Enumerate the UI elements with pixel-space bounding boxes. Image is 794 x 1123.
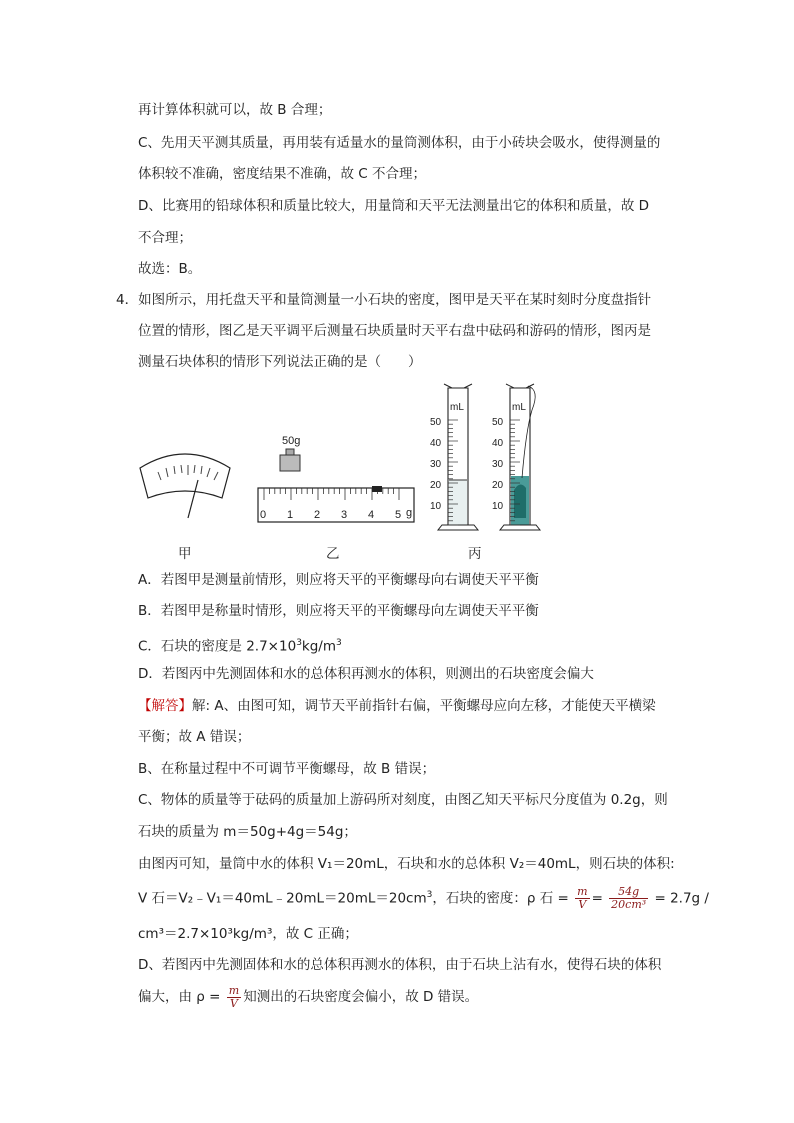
- answer-line: B、在称量过程中不可调节平衡螺母，故 B 错误；: [138, 761, 436, 777]
- answer-text: 知测出的石块密度会偏小，故 D 错误。: [243, 989, 479, 1005]
- answer-line: [138, 984, 478, 1010]
- option-a: A．若图甲是测量前情形，则应将天平的平衡螺母向右调使天平平衡: [138, 572, 539, 588]
- cyl-tick-label: 30: [492, 459, 504, 470]
- answer-line: 石块的质量为 m＝50g+4g＝54g；: [138, 824, 357, 840]
- cyl-unit: mL: [512, 402, 526, 413]
- ruler-tick-label: 2: [314, 509, 321, 521]
- cyl-tick-label: 40: [430, 438, 442, 449]
- answer-line: 由图丙可知，量筒中水的体积 V₁＝20mL，石块和水的总体积 V₂＝40mL，则石块的体积:: [138, 856, 675, 872]
- text-line: 体积较不准确，密度结果不准确，故 C 不合理；: [138, 166, 427, 182]
- text-line: 不合理；: [138, 230, 192, 246]
- option-c-unit: kg/m: [301, 638, 337, 655]
- question-figure: [130, 380, 560, 560]
- fraction-m-over-v: [227, 985, 241, 1010]
- ruler-tick-label: 5: [395, 509, 402, 521]
- balance-dial: [140, 454, 230, 518]
- cyl-tick-label: 50: [430, 417, 442, 428]
- caption-jia: 甲: [178, 546, 192, 562]
- frac-num: m: [228, 983, 240, 997]
- volume-calc: V 石＝V₂﹣V₁＝40mL﹣20mL＝20mL＝20cm: [138, 890, 427, 907]
- cyl-tick-label: 20: [430, 480, 442, 491]
- ruler-tick-label: 1: [287, 509, 294, 521]
- ruler-tick-label: 4: [368, 509, 375, 521]
- frac-num: 54g: [609, 886, 648, 899]
- cyl-tick-label: 20: [492, 480, 504, 491]
- frac-den: V: [578, 898, 587, 911]
- answer-line: V 石$=V_2﹣V_1=40mL﹣20mL=20mL=20cm^3$，石块的密度：ρ 石 = $\frac{m}{V}$ = $\frac{54g}{\text{20cm³}}$ = 2.7g /: [138, 885, 709, 911]
- answer-line: D、若图丙中先测固体和水的总体积再测水的体积，由于石块上沾有水，使得石块的体积: [138, 957, 662, 973]
- text-line: 再计算体积就可以，故 B 合理；: [138, 102, 332, 118]
- answer-line: [138, 696, 656, 716]
- answer-line: C、物体的质量等于砝码的质量加上游码所对刻度，由图乙知天平标尺分度值为 0.2g，则: [138, 792, 668, 808]
- question-line: 测量石块体积的情形下列说法正确的是（ ）: [138, 354, 422, 370]
- ruler-tick-label: 0: [260, 509, 267, 521]
- cyl-tick-label: 50: [492, 417, 504, 428]
- cyl-tick-label: 10: [492, 501, 504, 512]
- fraction-54g-over-20cm3: [609, 886, 648, 911]
- cyl-tick-label: 10: [430, 501, 442, 512]
- caption-bing: 丙: [468, 546, 482, 562]
- answer-line: 平衡；故 A 错误；: [138, 729, 251, 745]
- ruler-unit: g: [406, 507, 413, 519]
- frac-num: m: [577, 885, 588, 898]
- answer-line: cm³＝2.7×10³kg/m³，故 C 正确；: [138, 926, 358, 942]
- cyl-tick-label: 40: [492, 438, 504, 449]
- cm3-sup: 3: [426, 890, 433, 900]
- ruler-tick-label: 3: [341, 509, 348, 521]
- frac-den: 20cm³: [611, 898, 647, 911]
- weight-50g: [280, 449, 300, 471]
- question-line: 位置的情形，图乙是天平调平后测量石块质量时天平右盘中砝码和游码的情形，图丙是: [138, 323, 651, 339]
- cyl-unit: mL: [450, 402, 464, 413]
- text-line: 故选：B。: [138, 261, 202, 277]
- density-text: ，石块的密度：ρ 石 =: [432, 890, 569, 907]
- option-d: D．若图丙中先测固体和水的总体积再测水的体积，则测出的石块密度会偏大: [138, 666, 594, 682]
- fraction-m-over-v: [575, 886, 589, 911]
- answer-text: 解: A、由图可知，调节天平前指针右偏，平衡螺母应向左移，才能使天平横梁: [192, 698, 656, 714]
- text-line: D、比赛用的铅球体积和质量比较大，用量筒和天平无法测量出它的体积和质量，故 D: [138, 198, 650, 214]
- option-c-text: C．石块的密度是 2.7×10: [138, 638, 297, 655]
- answer-text: 偏大，由 ρ =: [138, 989, 221, 1005]
- rider-ruler: [258, 486, 414, 522]
- caption-yi: 乙: [326, 546, 340, 562]
- question-line: 4．如图所示，用托盘天平和量筒测量一小石块的密度，图甲是天平在某时刻时分度盘指针: [116, 292, 652, 308]
- option-c-exp2: 3: [336, 638, 342, 648]
- weight-label: 50g: [282, 435, 301, 447]
- option-c: [138, 633, 342, 657]
- text-line: C、先用天平测其质量，再用装有适量水的量筒测体积，由于小砖块会吸水，使得测量的: [138, 135, 661, 151]
- option-c-exp: 3: [296, 638, 302, 648]
- answer-tag: 【解答】: [138, 698, 192, 714]
- option-b: B．若图甲是称量时情形，则应将天平的平衡螺母向左调使天平平衡: [138, 603, 539, 619]
- figure-svg: [130, 380, 560, 560]
- density-result: = 2.7g /: [654, 890, 709, 907]
- frac-den: V: [230, 996, 238, 1010]
- cyl-tick-label: 30: [430, 459, 442, 470]
